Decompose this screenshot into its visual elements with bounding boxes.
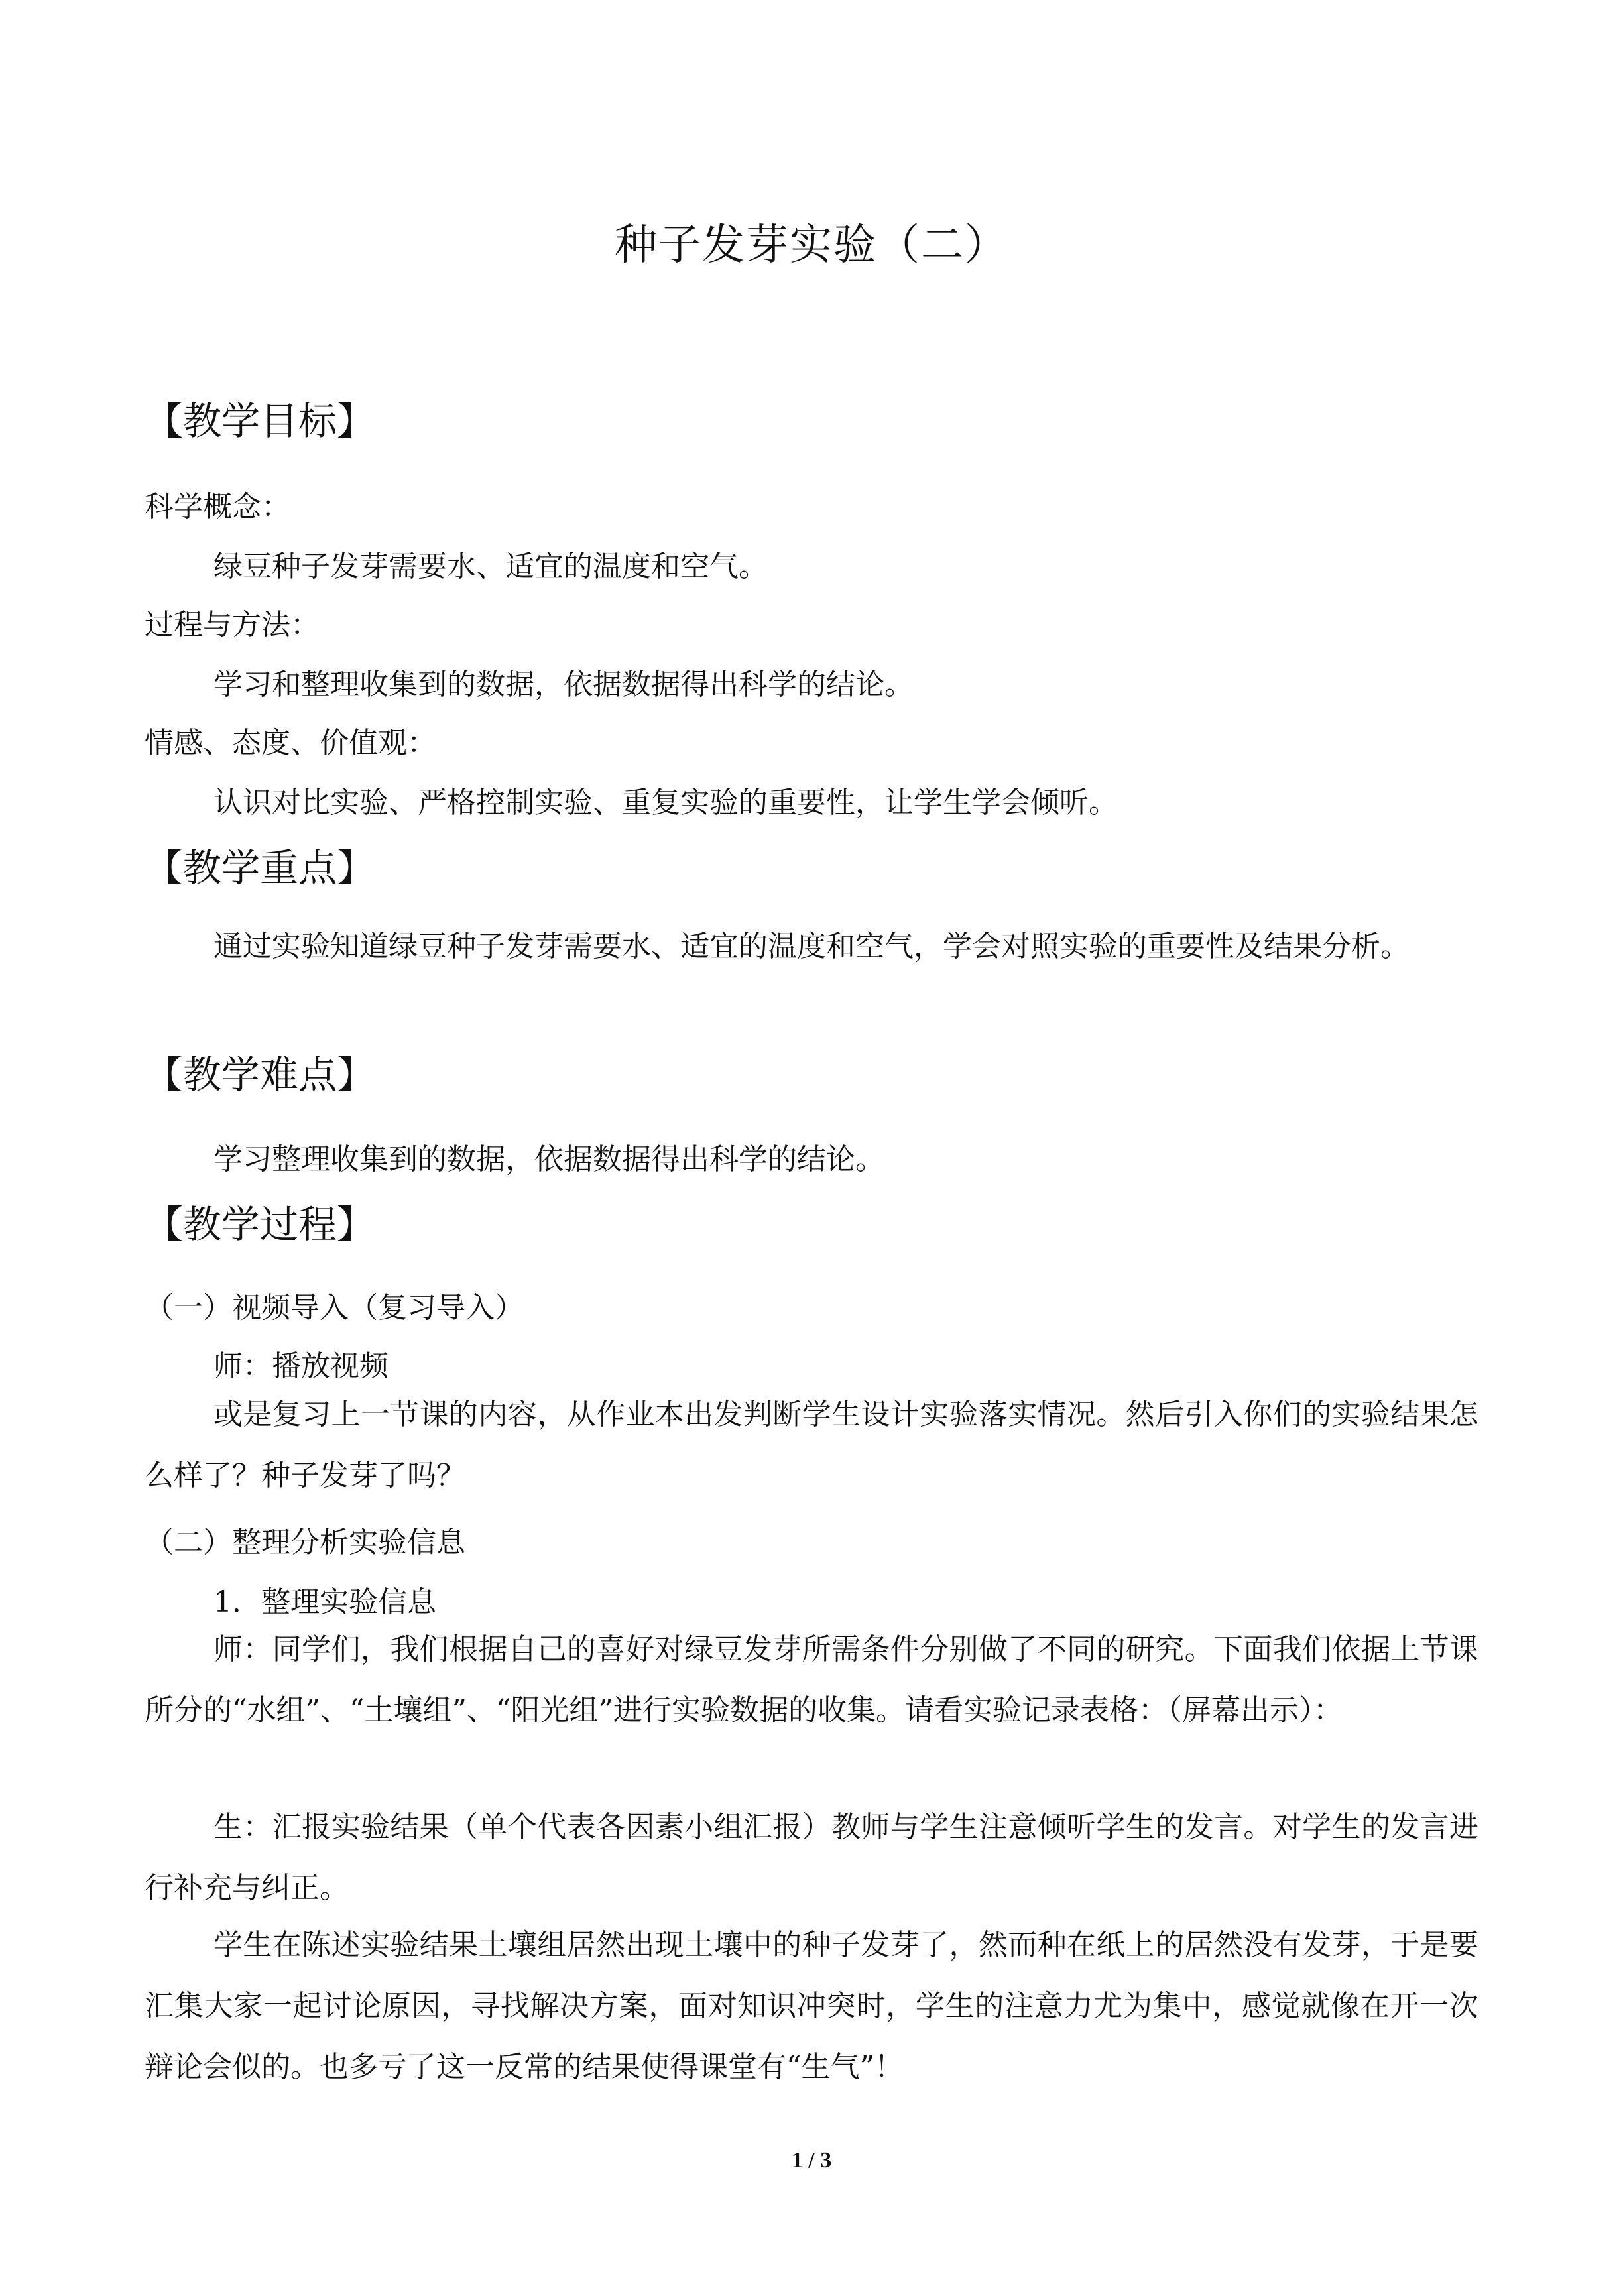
part1-title: （一）视频导入（复习导入） bbox=[145, 1291, 524, 1325]
concept-label: 科学概念： bbox=[145, 490, 290, 524]
concept-text: 绿豆种子发芽需要水、适宜的温度和空气。 bbox=[213, 550, 768, 583]
key-points-text: 通过实验知道绿豆种子发芽需要水、适宜的温度和空气，学会对照实验的重要性及结果分析。 bbox=[213, 930, 1410, 963]
part2-paragraph-3: 学生在陈述实验结果土壤组居然出现土壤中的种子发芽了，然而种在纸上的居然没有发芽，于是要汇集大家一起讨论原因，寻找解决方案，面对知识冲突时，学生的注意力尤为集中，感觉就像在开一次辩论会似的。也多亏了这一反常的结果使得课堂有“生气”！ bbox=[145, 1928, 1478, 2084]
part2-paragraph-2: 生：汇报实验结果（单个代表各因素小组汇报）教师与学生注意倾听学生的发言。对学生的发言进行补充与纠正。 bbox=[145, 1810, 1478, 1905]
page-number: 1 / 3 bbox=[791, 2148, 832, 2173]
process-label: 过程与方法： bbox=[145, 608, 320, 642]
difficulties-heading: 【教学难点】 bbox=[145, 1052, 376, 1097]
objectives-heading: 【教学目标】 bbox=[145, 398, 376, 444]
page-title: 种子发芽实验（二） bbox=[615, 221, 1008, 270]
part2-subtitle: 1．整理实验信息 bbox=[213, 1585, 436, 1619]
part2-title: （二）整理分析实验信息 bbox=[145, 1526, 465, 1559]
part2-paragraph-1: 师：同学们，我们根据自己的喜好对绿豆发芽所需条件分别做了不同的研究。下面我们依据上节课所分的“水组”、“土壤组”、“阳光组”进行实验数据的收集。请看实验记录表格：（屏幕出示）： bbox=[145, 1632, 1478, 1727]
process-heading: 【教学过程】 bbox=[145, 1202, 376, 1247]
attitude-label: 情感、态度、价值观： bbox=[145, 726, 436, 760]
attitude-text: 认识对比实验、严格控制实验、重复实验的重要性，让学生学会倾听。 bbox=[213, 786, 1118, 819]
key-points-heading: 【教学重点】 bbox=[145, 845, 376, 890]
part1-paragraph: 或是复习上一节课的内容，从作业本出发判断学生设计实验落实情况。然后引入你们的实验结果怎么样了？种子发芽了吗？ bbox=[145, 1398, 1478, 1492]
part1-line: 师：播放视频 bbox=[213, 1349, 389, 1383]
difficulties-text: 学习整理收集到的数据，依据数据得出科学的结论。 bbox=[213, 1142, 884, 1176]
process-text: 学习和整理收集到的数据，依据数据得出科学的结论。 bbox=[213, 668, 914, 701]
